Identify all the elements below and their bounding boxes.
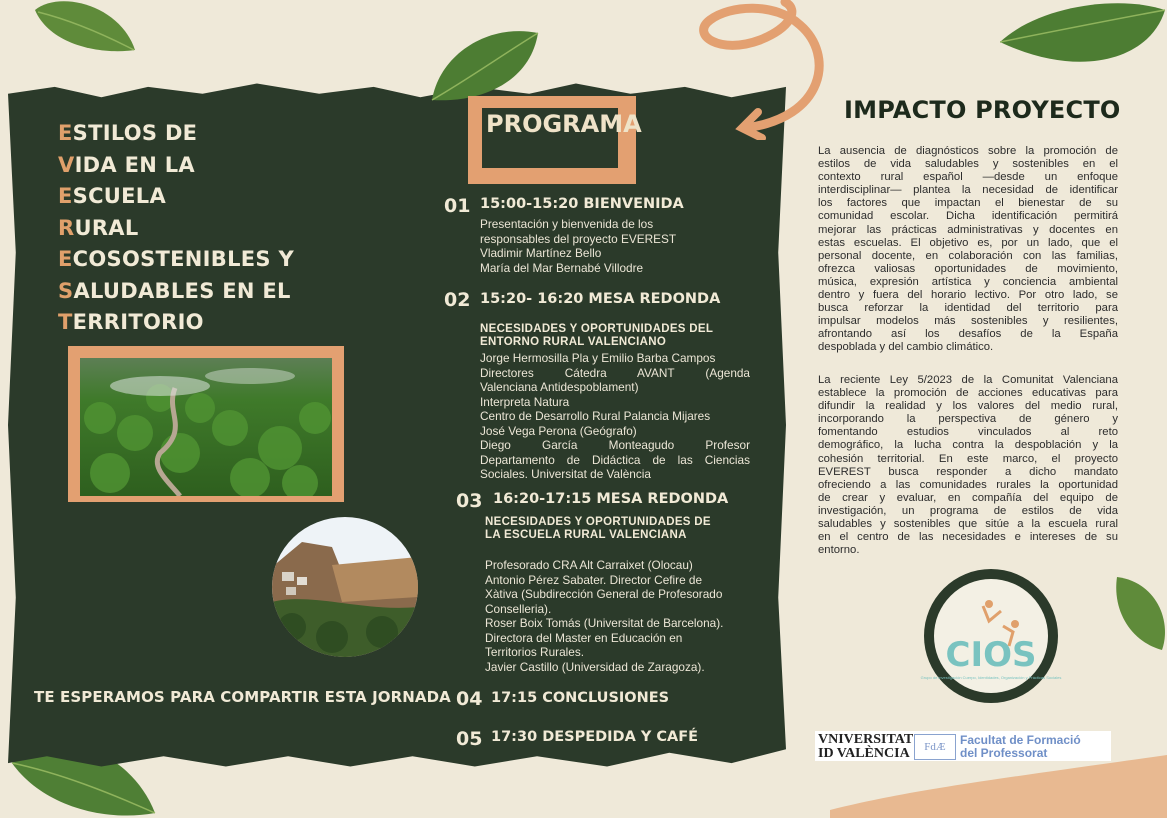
title-initial: V (58, 152, 75, 177)
title-line: URAL (74, 215, 139, 240)
paragraph-line: afrontando así los desafíos de la España (818, 328, 1118, 341)
title-line: IDA EN LA (74, 152, 195, 177)
brochure-title (58, 118, 318, 339)
paragraph-line: despoblada y del cambio climático. (818, 341, 994, 354)
title-initial: E (58, 184, 73, 208)
body-line: Profesorado CRA Alt Carraixet (Olocau) (485, 558, 693, 572)
impacto-title: IMPACTO PROYECTO (844, 96, 1121, 124)
section-body (480, 351, 750, 482)
university-name (818, 733, 913, 761)
section-heading: 16:20-17:15 MESA REDONDA (493, 491, 729, 507)
subheading-line: LA ESCUELA RURAL VALENCIANA (485, 529, 687, 541)
subheading-line: NECESIDADES Y OPORTUNIDADES DE (485, 516, 711, 528)
body-line: María del Mar Bernabé Villodre (480, 260, 644, 275)
section-subheading (485, 516, 755, 542)
paragraph-line: difundir la realidad y los valores del medio rural, (818, 400, 1118, 413)
section-heading: 17:15 CONCLUSIONES (491, 690, 670, 706)
paragraph-line: interdisciplinar— plantea la necesidad de identificar (818, 184, 1118, 197)
impacto-paragraph-1 (818, 145, 1118, 355)
section-number: 02 (444, 289, 471, 311)
paragraph-line: estas escuelas. El objetivo es, por un lado, que el (818, 236, 1118, 249)
university-name-line: VNIVERSITAT (818, 732, 914, 747)
title-initial: T (58, 310, 73, 334)
body-line: Conselleria). (485, 601, 552, 616)
title-line: ERRITORIO (72, 310, 204, 334)
paragraph-line: en el centro de las necesidades e intereses de su (818, 531, 1118, 544)
body-line: Interpreta Natura (480, 394, 570, 409)
forest-photo (80, 358, 332, 496)
section-heading: 17:30 DESPEDIDA Y CAFÉ (491, 729, 699, 745)
paragraph-line: cohesión territorial. En este marco, el proyecto (818, 452, 1118, 465)
body-line: Antonio Pérez Sabater. Director Cefire de (485, 572, 703, 587)
title-initial: S (58, 278, 74, 303)
paragraph-line: dentro y fuera del horario lectivo. Por otro lado, se (818, 289, 1118, 302)
section-subheading (480, 323, 750, 349)
paragraph-line: incorporando la perspectiva de género y (818, 413, 1118, 426)
subheading-line: ENTORNO RURAL VALENCIANO (480, 336, 667, 348)
programa-heading: PROGRAMA (486, 110, 642, 138)
section-body (480, 217, 676, 275)
section-number: 04 (456, 688, 483, 710)
paragraph-line: ofrezca valiosas oportunidades de movimiento, (818, 262, 1118, 275)
leaf-top-right-icon (1000, 0, 1167, 75)
paragraph-line: saludables y sostenibles que sitúe a la escuela rural (818, 518, 1118, 531)
paragraph-line: La reciente Ley 5/2023 de la Comunitat Valenciana (818, 374, 1118, 386)
body-line: Jorge Hermosilla Pla y Emilio Barba Campos (480, 351, 716, 365)
title-line: STILOS DE (72, 121, 198, 145)
programa-frame (464, 90, 644, 190)
title-initial: R (58, 215, 75, 240)
body-line: Centro de Desarrollo Rural Palancia Mijares (480, 409, 711, 423)
section-body (485, 558, 723, 674)
village-cliff-photo (272, 517, 418, 657)
title-line: COSOSTENIBLES Y (72, 247, 294, 271)
logo-caption: Grupo de investigación Cuerpo, Identidades, Organización y Prácticas Sociales (920, 675, 1062, 680)
leaf-top-left-icon (30, 0, 140, 60)
paragraph-line: estilos de vida saludables y sostenibles en el (818, 158, 1118, 171)
paragraph-line: fomentando estudios vinculados al reto (818, 426, 1118, 439)
body-line: Diego García Monteagudo Profesor (480, 438, 750, 452)
paragraph-line: demográfico, la lucha contra la despoblación y la (818, 439, 1118, 452)
invitation-text: TE ESPERAMOS PARA COMPARTIR ESTA JORNADA (34, 688, 451, 706)
curly-arrow-icon (650, 0, 830, 140)
title-line: ALUDABLES EN EL (73, 278, 291, 303)
paragraph-line: entorno. (818, 544, 860, 557)
faculty-name-line: Facultat de Formació (960, 733, 1081, 747)
paragraph-line: ofreciendo a las comunidades rurales la oportunidad (818, 478, 1118, 491)
cios-logo (911, 566, 1071, 706)
body-line: Directora del Master en Educación en (485, 630, 683, 645)
body-line: Roser Boix Tomás (Universitat de Barcelona). (485, 616, 724, 630)
university-logos (815, 731, 1111, 761)
section-heading: 15:00-15:20 BIENVENIDA (480, 196, 684, 212)
faculty-name (960, 734, 1081, 760)
faculty-name-line: del Professorat (960, 746, 1048, 760)
section-number: 05 (456, 728, 483, 750)
paragraph-line: EVEREST busca responder a dicho mandato (818, 465, 1118, 478)
faculty-mark-icon: FdÆ (914, 734, 956, 760)
logo-text: CIOS (945, 635, 1037, 675)
body-line: responsables del proyecto EVEREST (480, 231, 677, 246)
subheading-line: NECESIDADES Y OPORTUNIDADES DEL (480, 323, 714, 335)
impacto-paragraph-2 (818, 374, 1118, 557)
title-line: SCUELA (72, 184, 167, 208)
paragraph-line: comunidad escolar. Dicha identificación permitirá (818, 210, 1118, 223)
body-line: Presentación y bienvenida de los (480, 217, 654, 231)
title-initial: E (58, 121, 73, 145)
body-line: José Vega Perona (Geógrafo) (480, 423, 637, 438)
paragraph-line: los factores que impactan el bienestar de su (818, 197, 1118, 210)
paragraph-line: contexto rural español —desde un enfoque (818, 171, 1118, 184)
body-line: Javier Castillo (Universidad de Zaragoza). (485, 659, 705, 674)
paragraph-line: investigación, un programa de estilos de vida (818, 504, 1118, 517)
title-initial: E (58, 247, 73, 271)
paragraph-line: establece la promoción de acciones educativas para (818, 387, 1118, 400)
section-number: 01 (444, 195, 471, 217)
paragraph-line: música, expresión artística y conciencia ambiental (818, 275, 1118, 288)
body-line: Territorios Rurales. (485, 645, 584, 659)
paragraph-line: impulsar modelos más sostenibles y resilientes, (818, 315, 1118, 328)
section-number: 03 (456, 490, 483, 512)
university-name-line: ID VALÈNCIA (818, 746, 910, 761)
body-line: Vladimir Martínez Bello (480, 246, 602, 260)
body-line: Xàtiva (Subdirección General de Profesorado (485, 587, 723, 601)
body-line: Valenciana Antidespoblament) (480, 380, 639, 394)
paragraph-line: La ausencia de diagnósticos sobre la promoción de (818, 145, 1118, 157)
paragraph-line: personal docente, en colaboración con las familias, (818, 249, 1118, 262)
body-line: Directores Cátedra AVANT (Agenda (480, 365, 750, 380)
paragraph-line: de crear y evaluar, en compañía del equipo de (818, 491, 1118, 504)
paragraph-line: busca reforzar la identidad del territorio para (818, 302, 1118, 315)
body-line: Sociales. Universitat de València (480, 467, 651, 481)
body-line: Departamento de Didáctica de las Ciencias (480, 452, 750, 467)
section-heading: 15:20- 16:20 MESA REDONDA (480, 291, 721, 307)
paragraph-line: mejorar las prácticas administrativas y docentes en (818, 223, 1118, 236)
leaf-right-edge-icon (1112, 572, 1167, 652)
